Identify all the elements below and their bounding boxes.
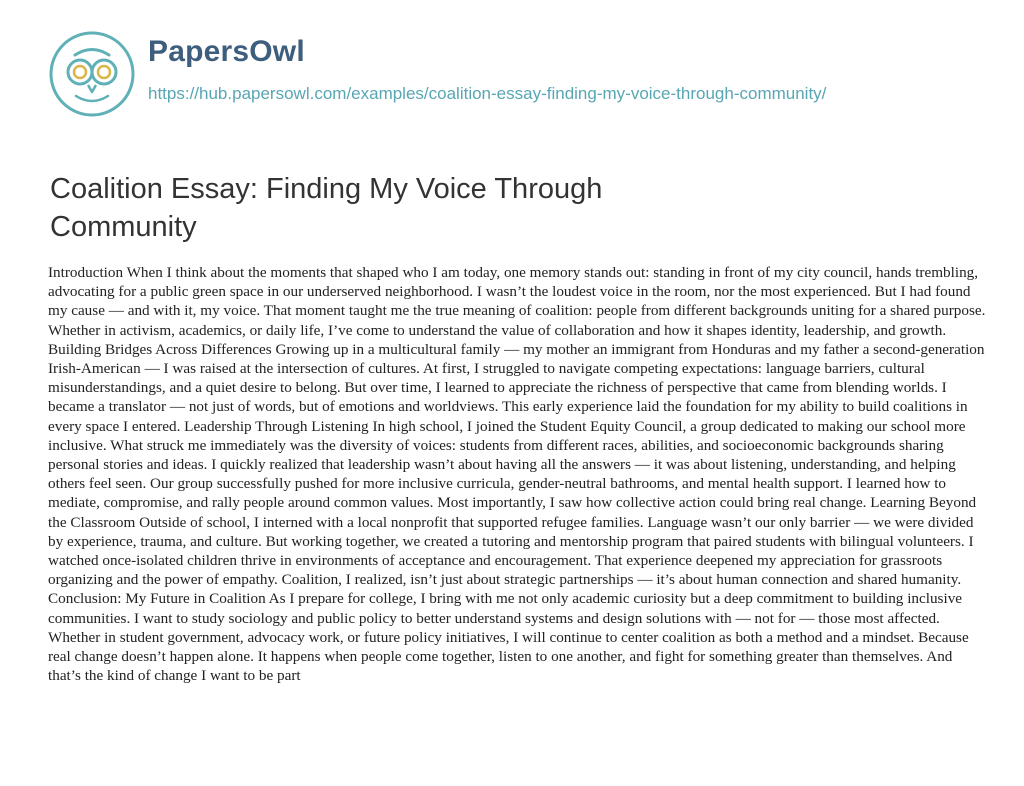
essay-body: Introduction When I think about the moments that shaped who I am today, one memory stands out: standing in front of my city council, hands trembling, advocating for a public green space in our underserved neighborhood. I wasn’t the loudest voice in the room, nor the most experienced. But I had found my cause — and with it, my voice. That moment taught me the true meaning of coalition: people from different backgrounds uniting for a shared purpose. Whether in activism, academics, or daily life, I’ve come to understand the value of collaboration and how it shapes identity, leadership, and growth. Building Bridges Across Differences Growing up in a multicultural family — my mother an immigrant from Honduras and my father a second-generation Irish-American — I was raised at the intersection of cultures. At first, I struggled to navigate competing expectations: language barriers, cultural misunderstandings, and a quiet desire to belong. But over time, I learned to appreciate the richness of perspective that came from blending worlds. I became a translator — not just of words, but of emotions and worldviews. This early experience laid the foundation for my ability to build coalitions in every space I entered. Leadership Through Listening In high school, I joined the Student Equity Council, a group dedicated to making our school more inclusive. What struck me immediately was the diversity of voices: students from different races, abilities, and socioeconomic backgrounds sharing personal stories and ideas. I quickly realized that leadership wasn’t about having all the answers — it was about listening, understanding, and helping others feel seen. Our group successfully pushed for more inclusive curricula, gender-neutral bathrooms, and mental health support. I learned how to mediate, compromise, and rally people around common values. Most importantly, I saw how collective action could bring real change. Learning Beyond the Classroom Outside of school, I interned with a local nonprofit that supported refugee families. Language wasn’t our only barrier — we were divided by experience, trauma, and culture. But working together, we created a tutoring and mentorship program that paired students with bilingual volunteers. I watched once-isolated children thrive in environments of acceptance and encouragement. That experience deepened my appreciation for grassroots organizing and the power of empathy. Coalition, I realized, isn’t just about strategic partnerships — it’s about human connection and shared humanity. Conclusion: My Future in Coalition As I prepare for college, I bring with me not only academic curiosity but a deep commitment to building inclusive communities. I want to study sociology and public policy to better understand systems and design solutions with — not for — those most affected. Whether in student government, advocacy work, or future policy initiatives, I will continue to center coalition as both a method and a mindset. Because real change doesn’t happen alone. It happens when people come together, listen to one another, and fight for something greater than themselves. And that’s the kind of change I want to be part [48, 264, 986, 685]
site-header [48, 30, 826, 118]
essay-title: Coalition Essay: Finding My Voice Through Community [50, 173, 603, 243]
source-url-link[interactable]: https://hub.papersowl.com/examples/coalition-essay-finding-my-voice-through-community/ [148, 84, 827, 103]
brand-block [148, 34, 826, 104]
owl-logo-icon [48, 30, 136, 118]
brand-name: PapersOwl [148, 35, 305, 68]
